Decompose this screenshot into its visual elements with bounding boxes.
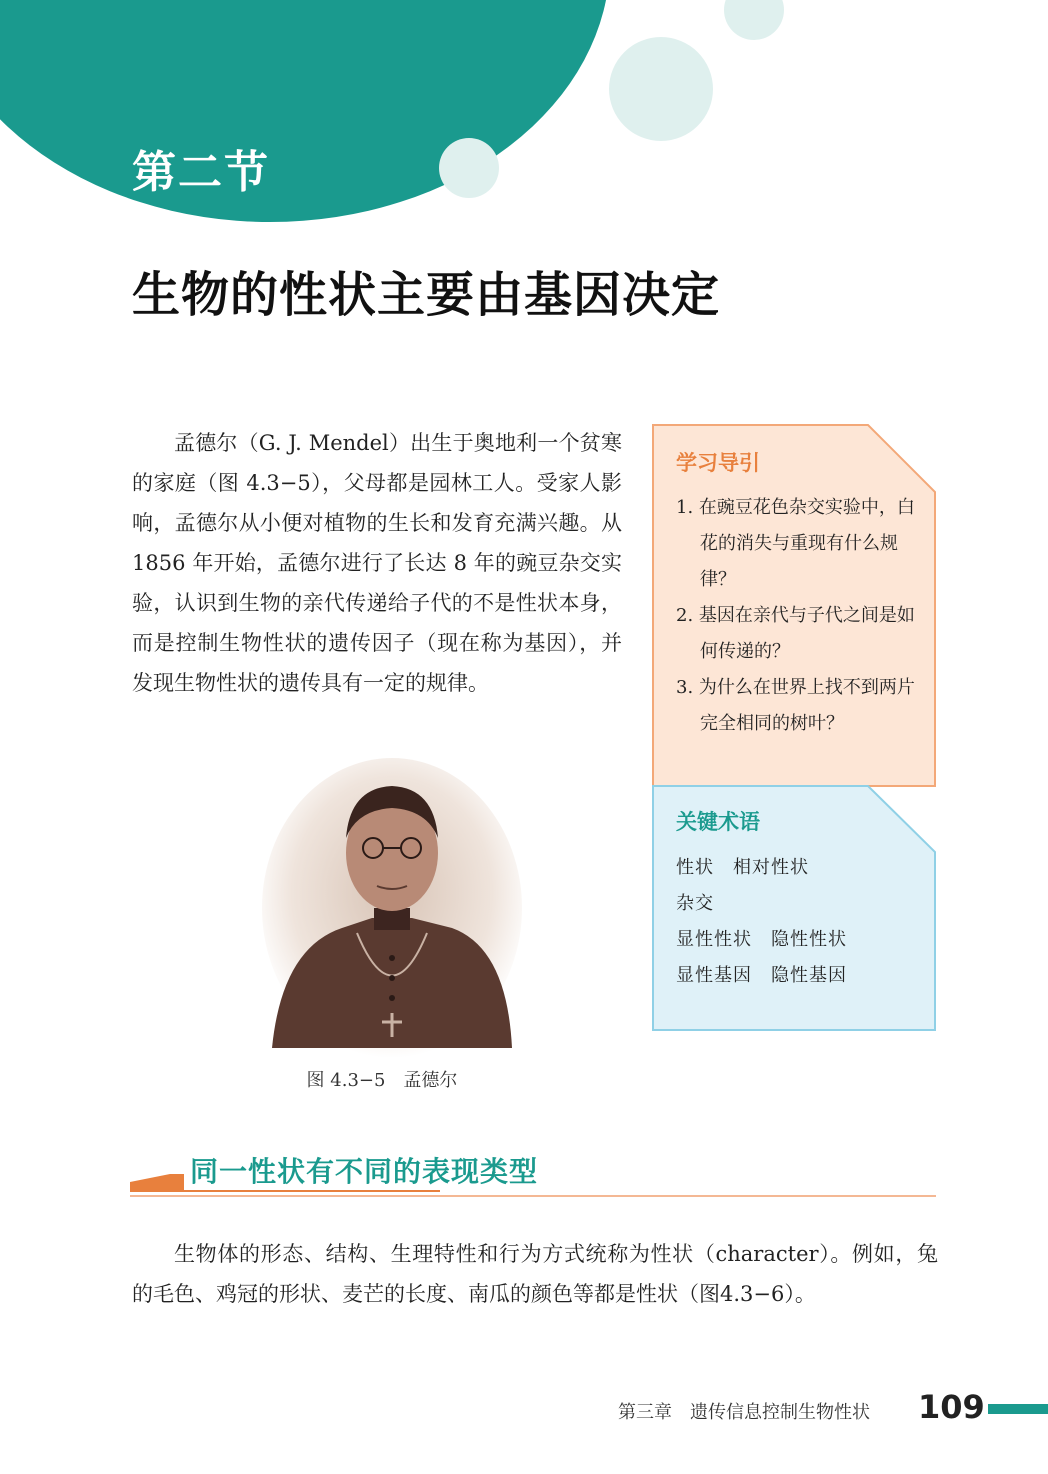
term-line: 性状 相对性状 <box>676 857 809 878</box>
guide-item: 3. 为什么在世界上找不到两片完全相同的树叶？ <box>676 677 915 734</box>
key-terms-list <box>676 850 926 994</box>
subsection-paragraph: 生物体的形态、结构、生理特性和行为方式统称为性状（character）。例如，兔的毛色、鸡冠的形状、麦芒的长度、南瓜的颜色等都是性状（图4.3−6）。 <box>132 1242 938 1306</box>
term-line: 显性基因 隐性基因 <box>676 965 847 986</box>
term-line: 杂交 <box>676 893 714 914</box>
page-number: 109 <box>918 1388 985 1426</box>
figure-caption: 图 4.3−5 孟德尔 <box>306 1070 458 1091</box>
guide-item: 1. 在豌豆花色杂交实验中，白花的消失与重现有什么规律？ <box>676 497 915 590</box>
mendel-portrait <box>262 758 522 1058</box>
section-number: 第二节 <box>132 147 270 198</box>
learning-guide-list <box>676 490 920 742</box>
learning-guide-title: 学习导引 <box>676 451 760 475</box>
subsection-title: 同一性状有不同的表现类型 <box>184 1150 544 1190</box>
key-terms-title: 关键术语 <box>676 810 760 834</box>
footer-bar <box>988 1404 1048 1414</box>
intro-paragraph: 孟德尔（G. J. Mendel）出生于奥地利一个贫寒的家庭（图 4.3−5），父母都是园林工人。受家人影响，孟德尔从小便对植物的生长和发育充满兴趣。从 1856 年开始，孟德尔进行了长达 8 年的豌豆杂交实验，认识到生物的亲代传递给子代的不是性状本身，而是控制生物性状的遗传因子（现在称为基因），并发现生物性状的遗传具有一定的规律。 <box>132 431 622 695</box>
header-decoration <box>0 0 1048 260</box>
term-line: 显性性状 隐性性状 <box>676 929 847 950</box>
section-title: 生物的性状主要由基因决定 <box>132 267 721 323</box>
guide-item: 2. 基因在亲代与子代之间是如何传递的？ <box>676 605 915 662</box>
footer-chapter-title: 第三章 遗传信息控制生物性状 <box>618 1402 870 1423</box>
